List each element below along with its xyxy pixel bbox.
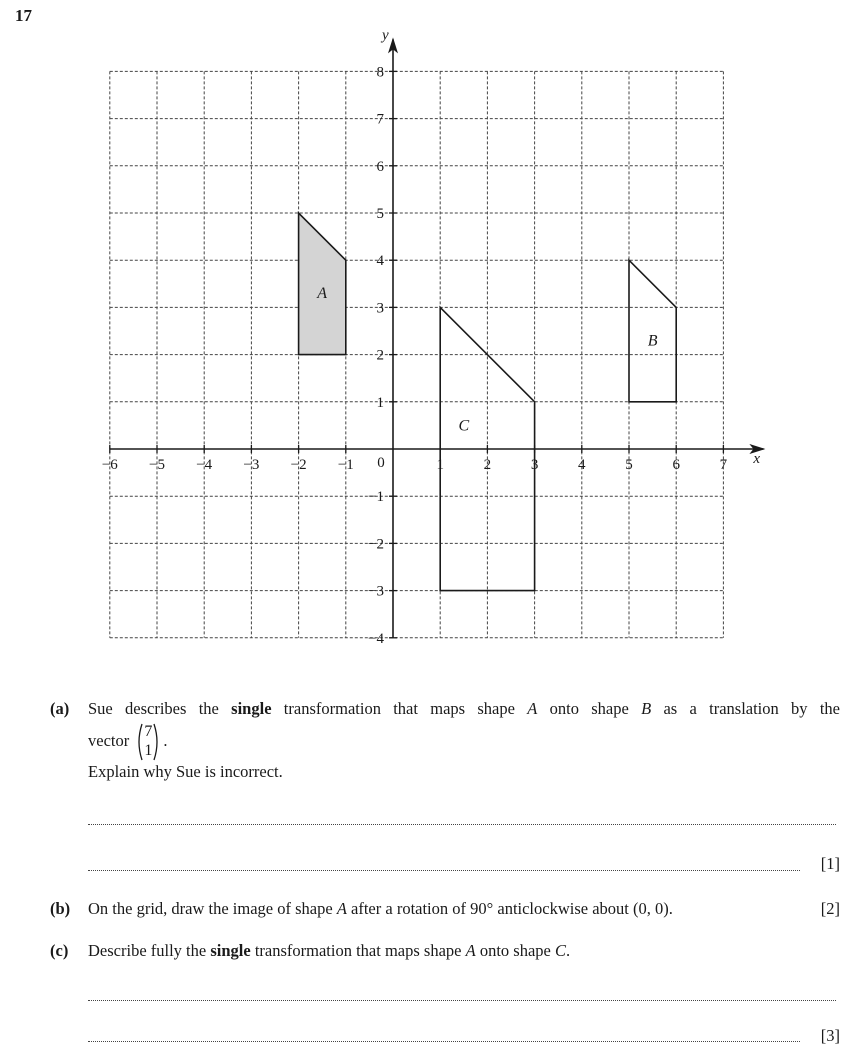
origin-label: 0 bbox=[377, 455, 385, 471]
y-tick-label: −2 bbox=[368, 536, 384, 553]
keyword-single: single bbox=[231, 699, 272, 718]
x-tick-label: 6 bbox=[672, 457, 680, 473]
x-tick-label: −6 bbox=[101, 457, 118, 473]
shape-label-b: B bbox=[647, 332, 658, 350]
y-tick-label: 8 bbox=[376, 64, 384, 81]
part-c bbox=[50, 939, 840, 963]
y-tick-label: 2 bbox=[376, 347, 384, 364]
part-b-marks: [2] bbox=[820, 899, 840, 918]
answer-line-a1[interactable] bbox=[88, 824, 836, 825]
part-c-label: (c) bbox=[50, 941, 69, 960]
shape-a bbox=[299, 213, 346, 355]
x-tick-label: 7 bbox=[719, 457, 728, 473]
y-tick-label: 4 bbox=[376, 253, 384, 270]
y-tick-label: 5 bbox=[376, 206, 384, 222]
question-number: 17 bbox=[15, 6, 32, 25]
grid-lines bbox=[110, 71, 724, 637]
x-tick-label: 4 bbox=[578, 457, 586, 473]
x-tick-label: 3 bbox=[530, 457, 539, 473]
shape-label-c: C bbox=[458, 417, 470, 435]
y-tick-label: −3 bbox=[368, 583, 384, 600]
part-a-line1: Sue describes the single transformation that maps shape A onto shape B as a translation by the bbox=[88, 699, 840, 718]
y-tick-label: −1 bbox=[368, 489, 384, 506]
x-tick-label: 1 bbox=[436, 457, 444, 473]
vector-top: 7 bbox=[144, 723, 153, 741]
part-a-marks: [1] bbox=[820, 854, 840, 873]
part-b-label: (b) bbox=[50, 899, 71, 918]
part-a-marks-row bbox=[50, 852, 840, 874]
x-tick-label: −5 bbox=[149, 457, 165, 473]
axes bbox=[110, 39, 764, 637]
y-tick-label: 1 bbox=[376, 394, 384, 411]
part-a-line2: vector 7 1 . bbox=[88, 722, 840, 762]
answer-line-c1[interactable] bbox=[88, 1000, 836, 1001]
x-tick-label: −4 bbox=[196, 457, 213, 473]
part-b-text: On the grid, draw the image of shape A after a rotation of 90° anticlockwise about (0, 0). bbox=[88, 899, 673, 918]
part-c-marks: [3] bbox=[820, 1026, 840, 1045]
x-tick-label: 2 bbox=[483, 457, 492, 473]
vector-bottom: 1 bbox=[144, 742, 153, 760]
x-tick-label: −1 bbox=[337, 457, 354, 473]
y-tick-label: 6 bbox=[376, 158, 384, 175]
y-tick-label: 7 bbox=[376, 111, 384, 128]
x-tick-label: −3 bbox=[243, 457, 260, 473]
x-tick-label: 5 bbox=[625, 457, 633, 473]
part-a-text bbox=[88, 697, 840, 783]
part-c-text: Describe fully the single transformation that maps shape A onto shape C. bbox=[88, 941, 571, 960]
shape-b bbox=[629, 260, 676, 402]
shape-label-a: A bbox=[317, 285, 328, 303]
part-a-line3: Explain why Sue is incorrect. bbox=[88, 762, 283, 782]
part-c-marks-row bbox=[50, 1024, 840, 1046]
y-tick-label: −4 bbox=[368, 630, 384, 647]
part-b bbox=[50, 897, 840, 921]
y-tick-label: 3 bbox=[376, 300, 384, 317]
column-vector bbox=[135, 722, 161, 762]
part-a-label: (a) bbox=[50, 699, 70, 718]
part-a bbox=[50, 697, 840, 782]
x-tick-label: −2 bbox=[290, 457, 307, 473]
y-axis-label: y bbox=[382, 27, 389, 44]
tick-labels bbox=[102, 27, 761, 646]
x-axis-label: x bbox=[753, 451, 761, 467]
